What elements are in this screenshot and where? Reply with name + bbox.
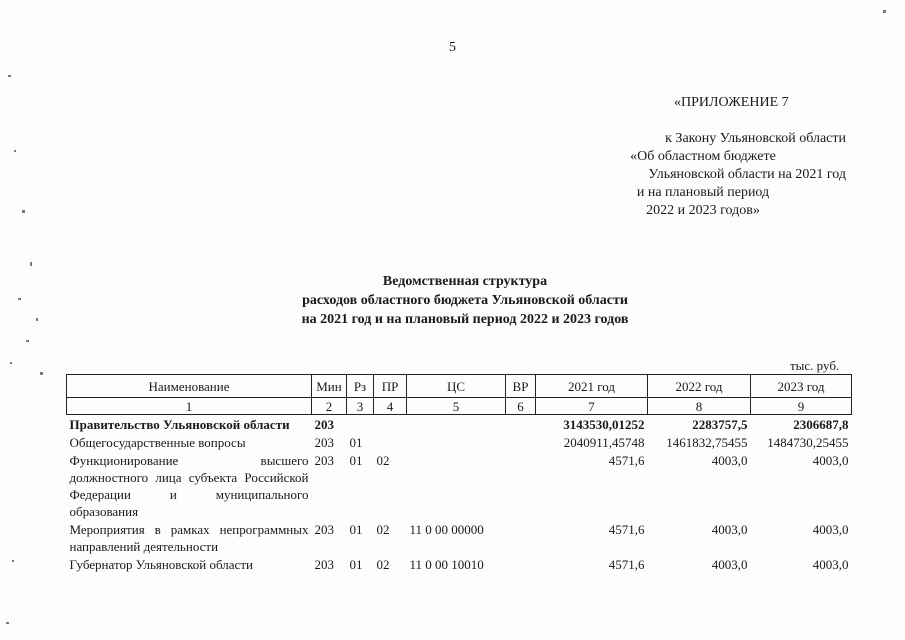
header-2021: 2021 год bbox=[536, 375, 648, 398]
row-vr bbox=[506, 451, 536, 520]
law-reference bbox=[560, 130, 846, 220]
row-2023: 1484730,25455 bbox=[767, 435, 849, 450]
title-line: расходов областного бюджета Ульяновской области bbox=[302, 293, 628, 308]
row-pr: 02 bbox=[376, 453, 390, 468]
scan-speck bbox=[883, 10, 886, 13]
row-min: 203 bbox=[314, 453, 334, 468]
header-cs: ЦС bbox=[407, 375, 506, 398]
row-2021: 2040911,45748 bbox=[563, 435, 645, 450]
page-number: 5 bbox=[449, 40, 456, 55]
row-cs bbox=[407, 415, 506, 434]
row-name: Функционирование высшего должностного лица субъекта Российской Федерации и муниципального образования bbox=[69, 453, 309, 519]
table-row bbox=[67, 520, 852, 555]
row-2021: 4571,6 bbox=[608, 522, 645, 537]
scan-speck bbox=[12, 560, 14, 562]
row-rz bbox=[347, 415, 374, 434]
row-2022: 2283757,5 bbox=[692, 417, 748, 432]
table-row bbox=[67, 451, 852, 520]
column-number: 3 bbox=[347, 398, 374, 415]
column-number: 6 bbox=[506, 398, 536, 415]
column-number: 2 bbox=[312, 398, 347, 415]
row-cs: 11 0 00 00000 bbox=[409, 522, 484, 537]
row-cs bbox=[407, 433, 506, 451]
row-pr: 02 bbox=[376, 557, 390, 572]
law-line: Ульяновской области на 2021 год bbox=[648, 167, 846, 182]
row-2021: 4571,6 bbox=[608, 453, 645, 468]
appendix-heading: «ПРИЛОЖЕНИЕ 7 bbox=[674, 95, 789, 110]
row-2022: 1461832,75455 bbox=[666, 435, 748, 450]
row-min: 203 bbox=[314, 417, 334, 432]
row-vr bbox=[506, 433, 536, 451]
header-2022: 2022 год bbox=[648, 375, 751, 398]
title-line: на 2021 год и на плановый период 2022 и 2023 годов bbox=[301, 312, 629, 327]
row-min: 203 bbox=[314, 435, 334, 450]
row-name: Общегосударственные вопросы bbox=[69, 435, 246, 450]
scan-speck bbox=[10, 362, 12, 364]
budget-table bbox=[66, 374, 852, 573]
law-line: к Закону Ульяновской области bbox=[665, 131, 846, 146]
row-pr bbox=[374, 433, 407, 451]
title-line: Ведомственная структура bbox=[382, 274, 548, 289]
row-vr bbox=[506, 520, 536, 555]
column-number: 9 bbox=[751, 398, 852, 415]
table-row bbox=[67, 555, 852, 573]
row-2023: 4003,0 bbox=[812, 453, 849, 468]
row-rz: 01 bbox=[349, 522, 363, 537]
scan-speck bbox=[18, 298, 21, 300]
row-rz: 01 bbox=[349, 435, 363, 450]
row-rz: 01 bbox=[349, 453, 363, 468]
row-2023: 4003,0 bbox=[812, 522, 849, 537]
row-2021: 4571,6 bbox=[608, 557, 645, 572]
header-rz: Рз bbox=[347, 375, 374, 398]
column-number: 1 bbox=[67, 398, 312, 415]
column-number: 4 bbox=[374, 398, 407, 415]
law-line: и на плановый период bbox=[636, 185, 770, 200]
scan-speck bbox=[22, 210, 25, 213]
scan-speck bbox=[30, 262, 32, 266]
header-2023: 2023 год bbox=[751, 375, 852, 398]
document-title bbox=[0, 272, 905, 329]
row-min: 203 bbox=[314, 522, 334, 537]
column-number: 5 bbox=[407, 398, 506, 415]
law-line: «Об областном бюджете bbox=[630, 149, 776, 164]
scan-speck bbox=[40, 372, 43, 375]
scan-speck bbox=[8, 75, 11, 77]
column-number-row bbox=[67, 398, 852, 415]
scan-speck bbox=[26, 340, 29, 342]
row-2022: 4003,0 bbox=[711, 557, 748, 572]
row-pr bbox=[374, 415, 407, 434]
row-name: Губернатор Ульяновской области bbox=[69, 557, 253, 572]
row-2023: 4003,0 bbox=[812, 557, 849, 572]
row-vr bbox=[506, 415, 536, 434]
row-name: Правительство Ульяновской области bbox=[69, 417, 290, 432]
row-vr bbox=[506, 555, 536, 573]
row-min: 203 bbox=[314, 557, 334, 572]
row-rz: 01 bbox=[349, 557, 363, 572]
row-2023: 2306687,8 bbox=[793, 417, 849, 432]
scan-speck bbox=[36, 318, 38, 321]
units-label: тыс. руб. bbox=[790, 358, 840, 373]
row-2022: 4003,0 bbox=[711, 453, 748, 468]
column-number: 7 bbox=[536, 398, 648, 415]
header-vr: ВР bbox=[506, 375, 536, 398]
row-2022: 4003,0 bbox=[711, 522, 748, 537]
table-row bbox=[67, 415, 852, 434]
header-min: Мин bbox=[312, 375, 347, 398]
row-cs bbox=[407, 451, 506, 520]
table-row bbox=[67, 433, 852, 451]
law-line: 2022 и 2023 годов» bbox=[646, 203, 760, 218]
row-cs: 11 0 00 10010 bbox=[409, 557, 484, 572]
column-number: 8 bbox=[648, 398, 751, 415]
table-header-row bbox=[67, 375, 852, 398]
row-pr: 02 bbox=[376, 522, 390, 537]
scan-speck bbox=[6, 622, 9, 624]
header-name: Наименование bbox=[67, 375, 312, 398]
row-2021: 3143530,01252 bbox=[563, 417, 645, 432]
scan-speck bbox=[14, 150, 16, 152]
header-pr: ПР bbox=[374, 375, 407, 398]
row-name: Мероприятия в рамках непрограммных направлений деятельности bbox=[69, 522, 309, 554]
